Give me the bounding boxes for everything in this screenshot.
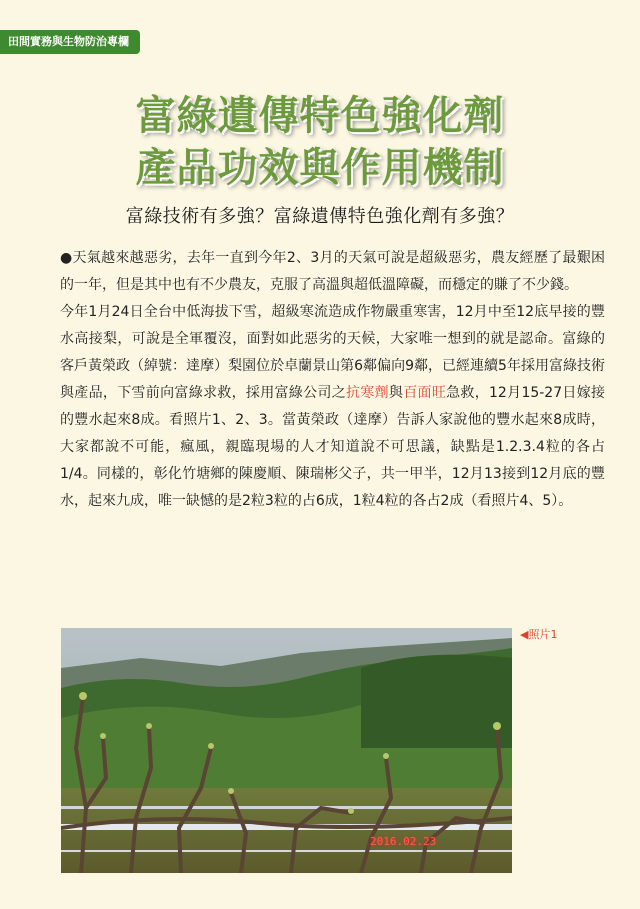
article-body: [60, 245, 605, 515]
section-tag: 田間實務與生物防治專欄: [0, 30, 140, 54]
photo-caption-label: ◀照片1: [520, 628, 558, 641]
paragraph-2-text-b: 與: [388, 385, 404, 401]
photo-date-stamp: 2016.02.23: [370, 835, 437, 848]
paragraph-1: ●天氣越來越惡劣，去年一直到今年2、3月的天氣可說是超級惡劣，農友經歷了最艱困的一年，但是其中也有不少農友，克服了高溫與超低溫障礙，而穩定的賺了不少錢。: [60, 250, 605, 293]
paragraph-2-text-c: 急救，12月15-27日嫁接的豐水起來8成。看照片1、2、3。當黃榮政（達摩）告訴人家說他的豐水起來8成時，大家都說不可能，瘋風，親臨現場的人才知道說不可思議，缺點是1.2.3.4粒的各占1/4。同樣的，彰化竹塘鄉的陳慶順、陳瑞彬父子，共一甲半，12月13接到12月底的豐水，起來九成，唯一缺憾的是2粒3粒的占6成，1粒4粒的各占2成（看照片4、5）。: [60, 385, 606, 509]
product-name-antifreeze: 抗寒劑: [346, 385, 389, 401]
product-name-baimianwang: 百面旺: [403, 385, 447, 401]
article-subtitle: 富綠技術有多強？富綠遺傳特色強化劑有多強？: [125, 206, 515, 227]
article-title-line1: 富綠遺傳特色強化劑: [135, 92, 505, 139]
orchard-photo: [61, 628, 512, 873]
article-title-line2: 產品功效與作用機制: [135, 144, 505, 191]
paragraph-2: [60, 299, 605, 515]
paragraph-2-text-a: 今年1月24日全台中低海拔下雪，超級寒流造成作物嚴重寒害，12月中至12底早接的豐水高接梨，可說是全軍覆沒，面對如此惡劣的天候，大家唯一想到的就是認命。富綠的客戶黃榮政（綽號：達摩）梨園位於卓蘭景山第6鄰偏向9鄰，已經連續5年採用富綠技術與產品，下雪前向富綠求救，採用富綠公司之: [60, 304, 605, 401]
